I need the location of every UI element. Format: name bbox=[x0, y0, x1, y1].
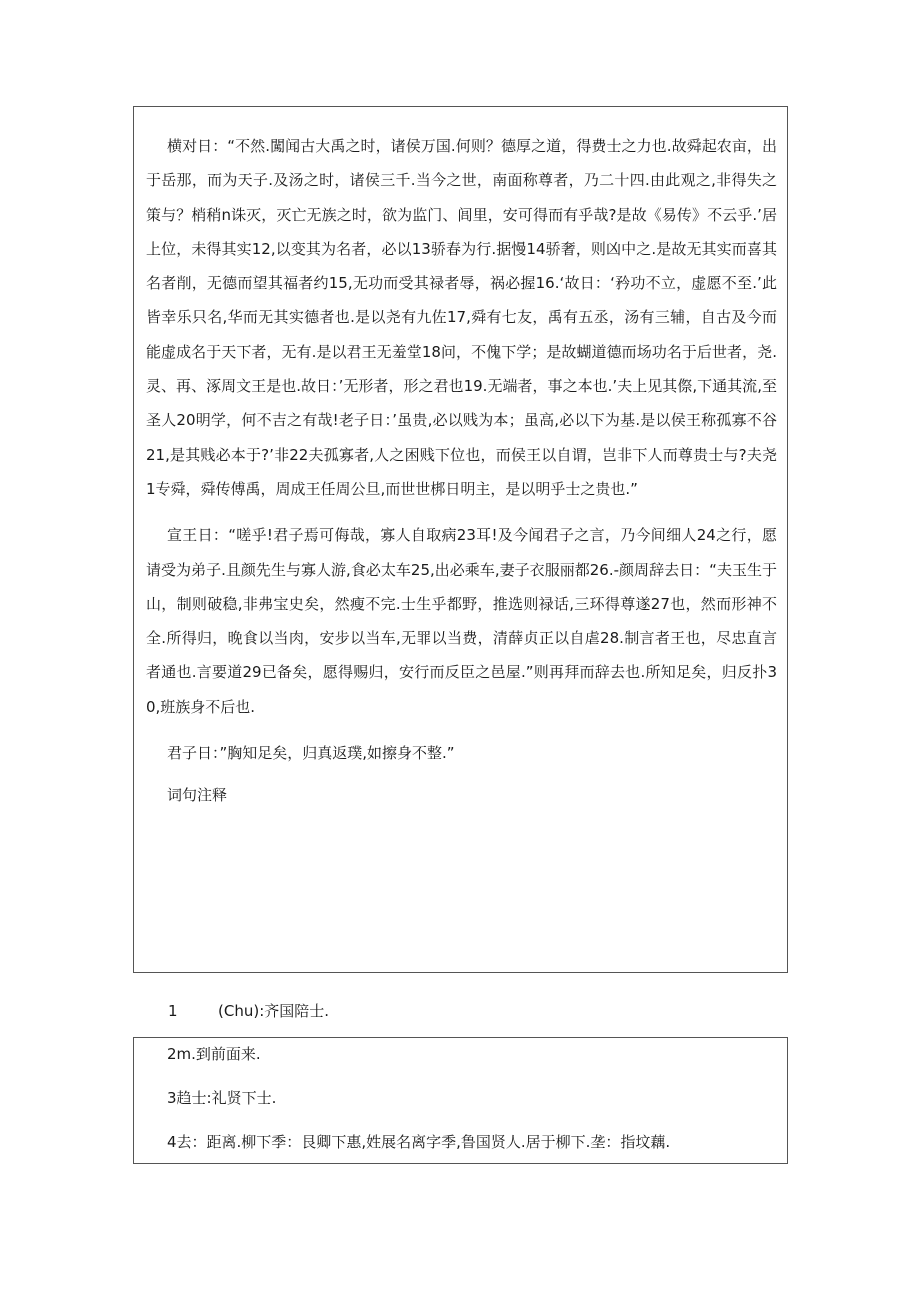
annotation-number: 1 bbox=[168, 1002, 178, 1020]
annotation-item-4: 4去：距离.柳下季：艮卿下惠,姓展名离字季,鲁国贤人.居于柳下.垄：指坟藕. bbox=[167, 1133, 671, 1151]
paragraph-yan-chu-reply: 横对日：“不然.闖闻古大禹之时，诸侯万国.何则？德厚之道，得费士之力也.故舜起农亩，出于岳那，而为天子.及汤之时，诸侯三千.当今之世，南面称尊者，乃二十四.由此观之,非得失之策与？梢稍n诛灭，灭亡无族之时，欲为监门、闾里，安可得而有乎哉?是故《易传》不云乎.’居上位，未得其实12,以变其为名者，必以13骄春为行.据慢14骄奢，则凶中之.是故无其实而喜其名者削，无德而望其福者约15,无功而受其禄者辱，祸必握16.‘故日：‘矜功不立，虚愿不至.’此皆幸乐只名,华而无其实德者也.是以尧有九佐17,舜有七友，禹有五丞，汤有三辅，自古及今而能虚成名于天下者，无有.是以君王无羞堂18问，不傀下学；是故蝴道德而场功名于后世者，尧.灵、再、涿周文王是也.故日：’无形者，形之君也19.无端者，事之本也.’夫上见其傺,下通其流,至圣人20明学，何不吉之有哉!老子日：’虽贵,必以贱为本；虽高,必以下为基.是以侯王称孤寡不谷21,是其贱必本于?’非22夫孤寡者,人之困贱下位也，而侯王以自谓，岂非下人而尊贵士与?夫尧1专舜，舜传傅禹，周成王任周公旦,而世世梆日明主，是以明乎士之贵也.” bbox=[146, 137, 777, 498]
main-text-box bbox=[133, 106, 788, 973]
annotation-box bbox=[133, 1037, 788, 1164]
annotation-item-1 bbox=[168, 1000, 329, 1022]
annotation-text: (Chu):齐国陪士. bbox=[218, 1002, 330, 1020]
paragraph-xuan-wang: 宣王日：“嗟乎!君子焉可侮哉，寡人自取病23耳!及今闻君子之言，乃今间细人24之行，愿请受为弟子.且颜先生与寡人游,食必太车25,出必乘车,妻子衣服丽都26.-颜周辞去日：“夫玉生于山，制则破稳,非弗宝史矣，然瘦不完.士生乎都野，推选则禄话,三环得尊遂27也，然而形神不全.所得归，晚食以当肉，安步以当车,无罪以当费，清薛贞正以自虐28.制言者王也，尽忠直言者通也.言要道29已备矣，愿得赐归，安行而反臣之邑屋.”则再拜而辞去也.所知足矣，归反扑30,班族身不后也. bbox=[146, 526, 777, 716]
annotation-item-3: 3趋士:礼贤下士. bbox=[167, 1089, 277, 1107]
paragraph-junzi: 君子日：”胸知足矣，归真返璞,如擦身不整.” bbox=[167, 744, 455, 763]
annotation-item-2: 2m.到前面来. bbox=[167, 1045, 261, 1063]
section-heading-annotations: 词句注释 bbox=[167, 786, 228, 805]
